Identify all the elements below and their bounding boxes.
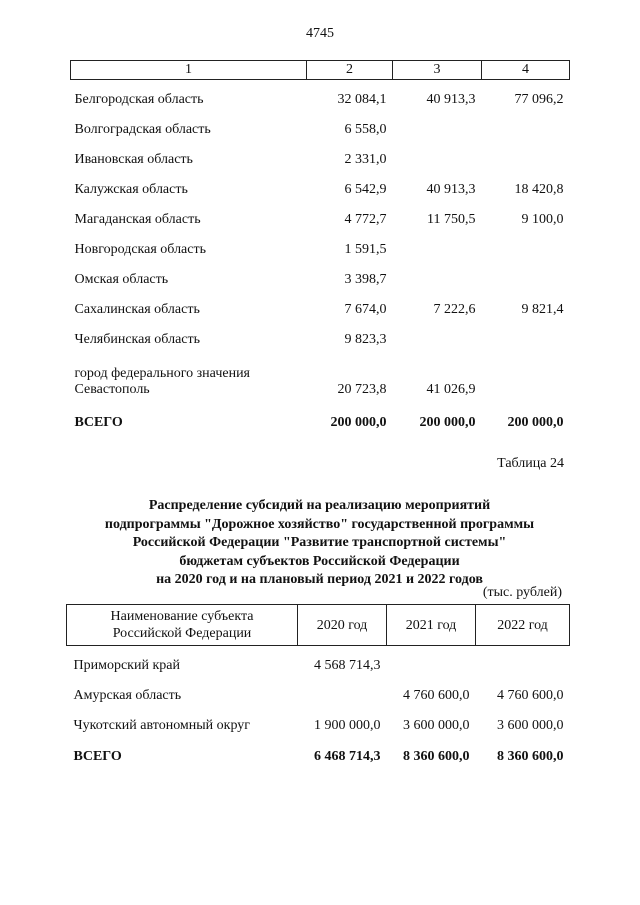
value-col4: 77 096,2 <box>514 92 564 107</box>
value-col2: 2 331,0 <box>344 152 387 167</box>
total-row <box>67 736 570 778</box>
region-name: Ивановская область <box>74 152 193 167</box>
value-col2: 6 558,0 <box>344 122 387 137</box>
title-line: подпрограммы "Дорожное хозяйство" государственной программы <box>104 516 535 532</box>
value-col3: 11 750,5 <box>427 212 476 227</box>
value-col2: 20 723,8 <box>337 382 387 397</box>
title-line: Российской Федерации "Развитие транспортной системы" <box>132 535 507 550</box>
value-2022: 4 760 600,0 <box>497 688 564 703</box>
region-name <box>71 350 307 400</box>
value-2020: 1 900 000,0 <box>314 718 381 733</box>
page-number: 4745 <box>306 26 334 41</box>
region-name: Магаданская область <box>74 212 201 227</box>
table-row <box>71 170 570 200</box>
region-name: Челябинская область <box>74 332 200 347</box>
table-row <box>71 200 570 230</box>
table-row <box>71 290 570 320</box>
total-col3: 200 000,0 <box>419 415 476 430</box>
value-col4 <box>482 230 570 260</box>
total-row <box>71 400 570 446</box>
total-2020: 6 468 714,3 <box>314 749 381 764</box>
value-2021 <box>387 646 476 677</box>
total-label: ВСЕГО <box>74 415 123 430</box>
value-col3 <box>393 230 482 260</box>
column-header: 2 <box>307 61 393 80</box>
value-col4 <box>482 140 570 170</box>
value-2021: 3 600 000,0 <box>403 718 470 733</box>
table-row <box>71 140 570 170</box>
region-name-line1: город федерального значения <box>74 366 250 381</box>
column-header: 3 <box>393 61 482 80</box>
value-col4 <box>482 260 570 290</box>
value-col3 <box>393 110 482 140</box>
subsidy-table-24 <box>66 604 570 778</box>
table-row <box>67 646 570 677</box>
table-row <box>71 350 570 400</box>
table-label: Таблица 24 <box>497 456 564 471</box>
table-header-row <box>71 61 570 80</box>
value-col2: 4 772,7 <box>344 212 387 227</box>
value-col3: 40 913,3 <box>426 182 476 197</box>
region-name: Калужская область <box>74 182 188 197</box>
value-2022: 3 600 000,0 <box>497 718 564 733</box>
title-line: Распределение субсидий на реализацию мероприятий <box>148 498 491 513</box>
title-line: бюджетам субъектов Российской Федерации <box>179 553 460 569</box>
value-col3: 40 913,3 <box>426 92 476 107</box>
region-name: Новгородская область <box>74 242 206 257</box>
value-2021: 4 760 600,0 <box>403 688 470 703</box>
table-header-row <box>67 605 570 646</box>
value-2020 <box>298 676 387 706</box>
value-col4 <box>482 320 570 350</box>
table-row <box>71 80 570 111</box>
value-col4: 9 821,4 <box>521 302 564 317</box>
subsidy-table-continued <box>70 60 570 446</box>
column-header: 1 <box>71 61 307 80</box>
column-header-region <box>67 605 298 646</box>
column-header-2020: 2020 год <box>298 605 387 646</box>
value-col2: 6 542,9 <box>344 182 387 197</box>
value-col4: 18 420,8 <box>514 182 564 197</box>
header-line: Российской Федерации <box>112 626 252 641</box>
value-col3: 41 026,9 <box>426 382 476 397</box>
value-col3 <box>393 320 482 350</box>
value-col4: 9 100,0 <box>521 212 564 227</box>
value-col2: 7 674,0 <box>344 302 387 317</box>
region-name: Амурская область <box>73 688 182 703</box>
value-col2: 9 823,3 <box>344 332 387 347</box>
region-name-line2: Севастополь <box>74 382 150 397</box>
column-header-2021: 2021 год <box>387 605 476 646</box>
table-row <box>67 676 570 706</box>
value-col4 <box>482 350 570 400</box>
total-col2: 200 000,0 <box>330 415 387 430</box>
units-note: (тыс. рублей) <box>482 585 562 600</box>
table-title <box>70 497 569 590</box>
value-2020: 4 568 714,3 <box>314 658 381 673</box>
value-col2: 1 591,5 <box>344 242 387 257</box>
table-row <box>71 260 570 290</box>
value-col3 <box>393 140 482 170</box>
value-col3: 7 222,6 <box>433 302 476 317</box>
total-2021: 8 360 600,0 <box>403 749 470 764</box>
value-2022 <box>476 646 570 677</box>
region-name: Чукотский автономный округ <box>73 718 251 733</box>
column-header: 4 <box>482 61 570 80</box>
table-row <box>71 110 570 140</box>
value-col2: 32 084,1 <box>337 92 387 107</box>
total-label: ВСЕГО <box>73 749 122 764</box>
value-col3 <box>393 260 482 290</box>
region-name: Сахалинская область <box>74 302 200 317</box>
total-col4: 200 000,0 <box>507 415 564 430</box>
table-row <box>71 320 570 350</box>
value-col4 <box>482 110 570 140</box>
title-line: на 2020 год и на плановый период 2021 и 2022 годов <box>156 572 483 587</box>
table-row <box>67 706 570 736</box>
region-name: Омская область <box>74 272 169 287</box>
total-2022: 8 360 600,0 <box>497 749 564 764</box>
column-header-2022: 2022 год <box>476 605 570 646</box>
region-name: Белгородская область <box>74 92 204 107</box>
value-col2: 3 398,7 <box>344 272 387 287</box>
region-name: Волгоградская область <box>74 122 211 137</box>
region-name: Приморский край <box>73 658 180 673</box>
header-line: Наименование субъекта <box>110 609 254 624</box>
table-row <box>71 230 570 260</box>
